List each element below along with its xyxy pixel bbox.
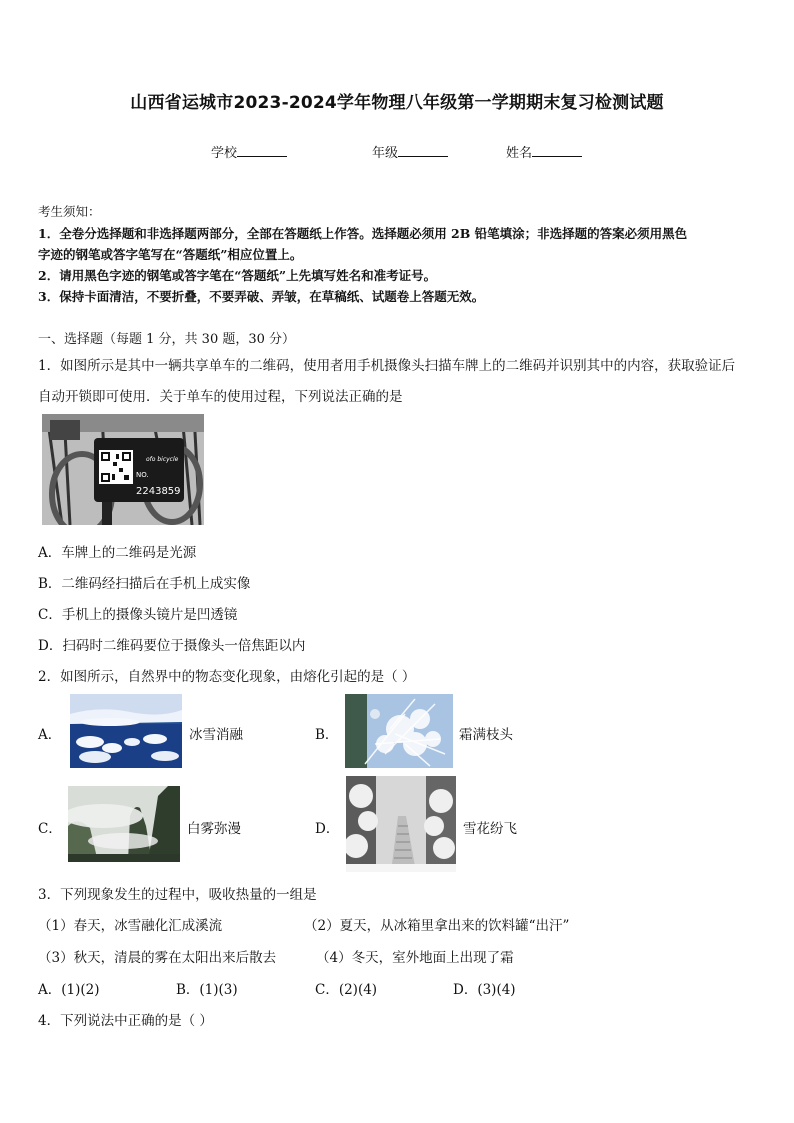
name-blank (532, 144, 582, 157)
q2-option-b-caption: 霜满枝头 (459, 727, 513, 743)
q1-option-b: B．二维码经扫描后在手机上成实像 (38, 576, 251, 592)
q3-option-b: B．(1)(3) (176, 982, 238, 998)
q1-stem-line1: 1．如图所示是其中一辆共享单车的二维码，使用者用手机摄像头扫描车牌上的二维码并识别其中的内容，获取验证后 (38, 358, 736, 374)
q2-option-d-caption: 雪花纷飞 (463, 821, 517, 837)
grade-field (372, 142, 448, 161)
q3-item-1: （1）春天，冰雪融化汇成溪流 (38, 918, 223, 934)
q2-option-a-label: A． (38, 727, 62, 743)
q4-stem: 4．下列说法中正确的是（ ） (38, 1013, 213, 1029)
name-field (506, 142, 582, 161)
snow-path-photo (346, 776, 456, 872)
plate-number: 2243859 (136, 486, 181, 497)
q3-item-3: （3）秋天，清晨的雾在太阳出来后散去 (38, 950, 277, 966)
snow-path-illustration (346, 776, 456, 872)
school-label: 学校 (211, 146, 238, 161)
section-heading: 一、选择题（每题 1 分，共 30 题，30 分） (38, 332, 296, 347)
school-field (211, 142, 287, 161)
school-blank (237, 144, 287, 157)
q3-item-2: （2）夏天，从冰箱里拿出来的饮料罐“出汗” (304, 918, 570, 934)
ice-melting-illustration (70, 694, 182, 768)
q1-option-c: C．手机上的摄像头镜片是凹透镜 (38, 607, 238, 623)
q1-stem-line2: 自动开锁即可使用．关于单车的使用过程，下列说法正确的是 (38, 389, 403, 405)
bike-scene-illustration (42, 414, 204, 525)
q3-item-4: （4）冬天，室外地面上出现了霜 (316, 950, 514, 966)
q2-option-d-label: D． (315, 821, 340, 837)
notice-heading: 考生须知： (38, 204, 101, 219)
notice-line: 1．全卷分选择题和非选择题两部分，全部在答题纸上作答。选择题必须用 2B 铅笔填涂；非选择题的答案必须用黑色 (38, 226, 688, 241)
q3-option-c: C．(2)(4) (315, 982, 378, 998)
notice-line: 3．保持卡面清洁，不要折叠，不要弄破、弄皱，在草稿纸、试题卷上答题无效。 (38, 289, 485, 304)
q3-stem: 3．下列现象发生的过程中，吸收热量的一组是 (38, 887, 317, 903)
q2-option-c-caption: 白雾弥漫 (187, 821, 241, 837)
plate-no-label: NO. (136, 471, 149, 479)
grade-blank (398, 144, 448, 157)
q2-option-a-caption: 冰雪消融 (189, 727, 243, 743)
q3-option-d: D．(3)(4) (453, 982, 516, 998)
notice-line: 2．请用黑色字迹的钢笔或答字笔在“答题纸”上先填写姓名和准考证号。 (38, 268, 437, 283)
q2-option-b-label: B． (315, 727, 339, 743)
frost-branch-illustration (345, 694, 453, 768)
q2-option-c-label: C． (38, 821, 62, 837)
qr-bike-photo (42, 414, 204, 525)
frost-branch-photo (345, 694, 453, 768)
page-title: 山西省运城市2023-2024学年物理八年级第一学期期末复习检测试题 (130, 93, 664, 113)
q3-option-a: A．(1)(2) (38, 982, 100, 998)
grade-label: 年级 (372, 146, 399, 161)
name-label: 姓名 (506, 146, 533, 161)
mist-mountain-illustration (68, 786, 180, 862)
notice-line: 字迹的钢笔或答字笔写在“答题纸”相应位置上。 (38, 247, 303, 262)
mist-mountain-photo (68, 786, 180, 862)
q1-option-d: D．扫码时二维码要位于摄像头一倍焦距以内 (38, 638, 306, 654)
q1-option-a: A．车牌上的二维码是光源 (38, 545, 197, 561)
ice-melting-photo (70, 694, 182, 768)
q2-stem: 2．如图所示，自然界中的物态变化现象，由熔化引起的是（ ） (38, 669, 416, 685)
plate-brand: ofo bicycle (146, 456, 179, 463)
